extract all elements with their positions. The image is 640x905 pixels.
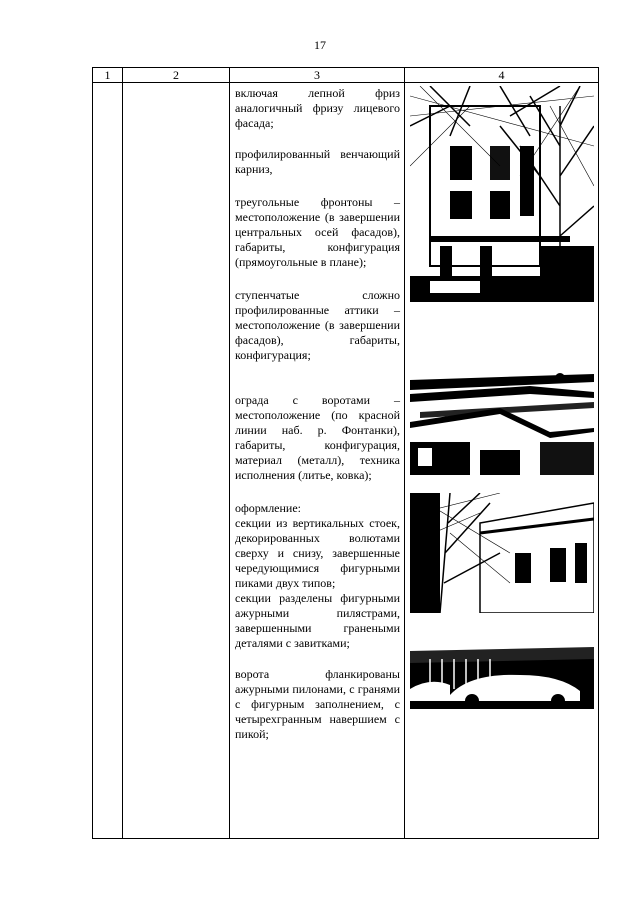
header-col-4: 4 bbox=[405, 68, 599, 83]
header-col-3: 3 bbox=[230, 68, 405, 83]
page-number: 17 bbox=[314, 38, 326, 52]
paragraph-decoration-title: оформление: bbox=[235, 501, 302, 515]
table-header-row bbox=[93, 68, 599, 83]
paragraph-sections: секции из вертикальных стоек, декорированных волютами сверху и снизу, завершенные чередующимися фигурными пиками двух типов; bbox=[235, 516, 400, 590]
cell-description bbox=[230, 83, 405, 839]
photo-fence-cars bbox=[410, 629, 594, 709]
cell-photos bbox=[405, 83, 599, 839]
photo-building-corner bbox=[410, 86, 594, 302]
header-col-1: 1 bbox=[93, 68, 123, 83]
cell-col-2 bbox=[123, 83, 230, 839]
paragraph-fence: ограда с воротами – местоположение (по красной линии наб. р. Фонтанки), габариты, конфигурация, материал (металл), техника исполнения (литье, ковка); bbox=[235, 393, 400, 482]
photo-cornice bbox=[410, 372, 594, 475]
paragraph-attics: ступенчатые сложно профилированные аттики – местоположение (в завершении фасадов), габариты, конфигурация; bbox=[235, 288, 400, 362]
table-body-row bbox=[93, 83, 599, 839]
paragraph-cornice: профилированный венчающий карниз, bbox=[235, 147, 400, 176]
cell-col-1 bbox=[93, 83, 123, 839]
monument-features-table bbox=[92, 67, 599, 839]
photo-building-tree bbox=[410, 493, 594, 613]
paragraph-frieze: включая лепной фриз аналогичный фризу лицевого фасада; bbox=[235, 86, 400, 130]
paragraph-pilasters: секции разделены фигурными ажурными пилястрами, завершенными гранеными деталями с завитками; bbox=[235, 591, 400, 650]
paragraph-pediments: треугольные фронтоны – местоположение (в завершении центральных осей фасадов), габариты, конфигурация (прямоугольные в плане); bbox=[235, 195, 400, 269]
paragraph-gates: ворота фланкированы ажурными пилонами, с гранями с фигурным заполнением, с четырехгранным навершием с пикой; bbox=[235, 667, 400, 741]
header-col-2: 2 bbox=[123, 68, 230, 83]
